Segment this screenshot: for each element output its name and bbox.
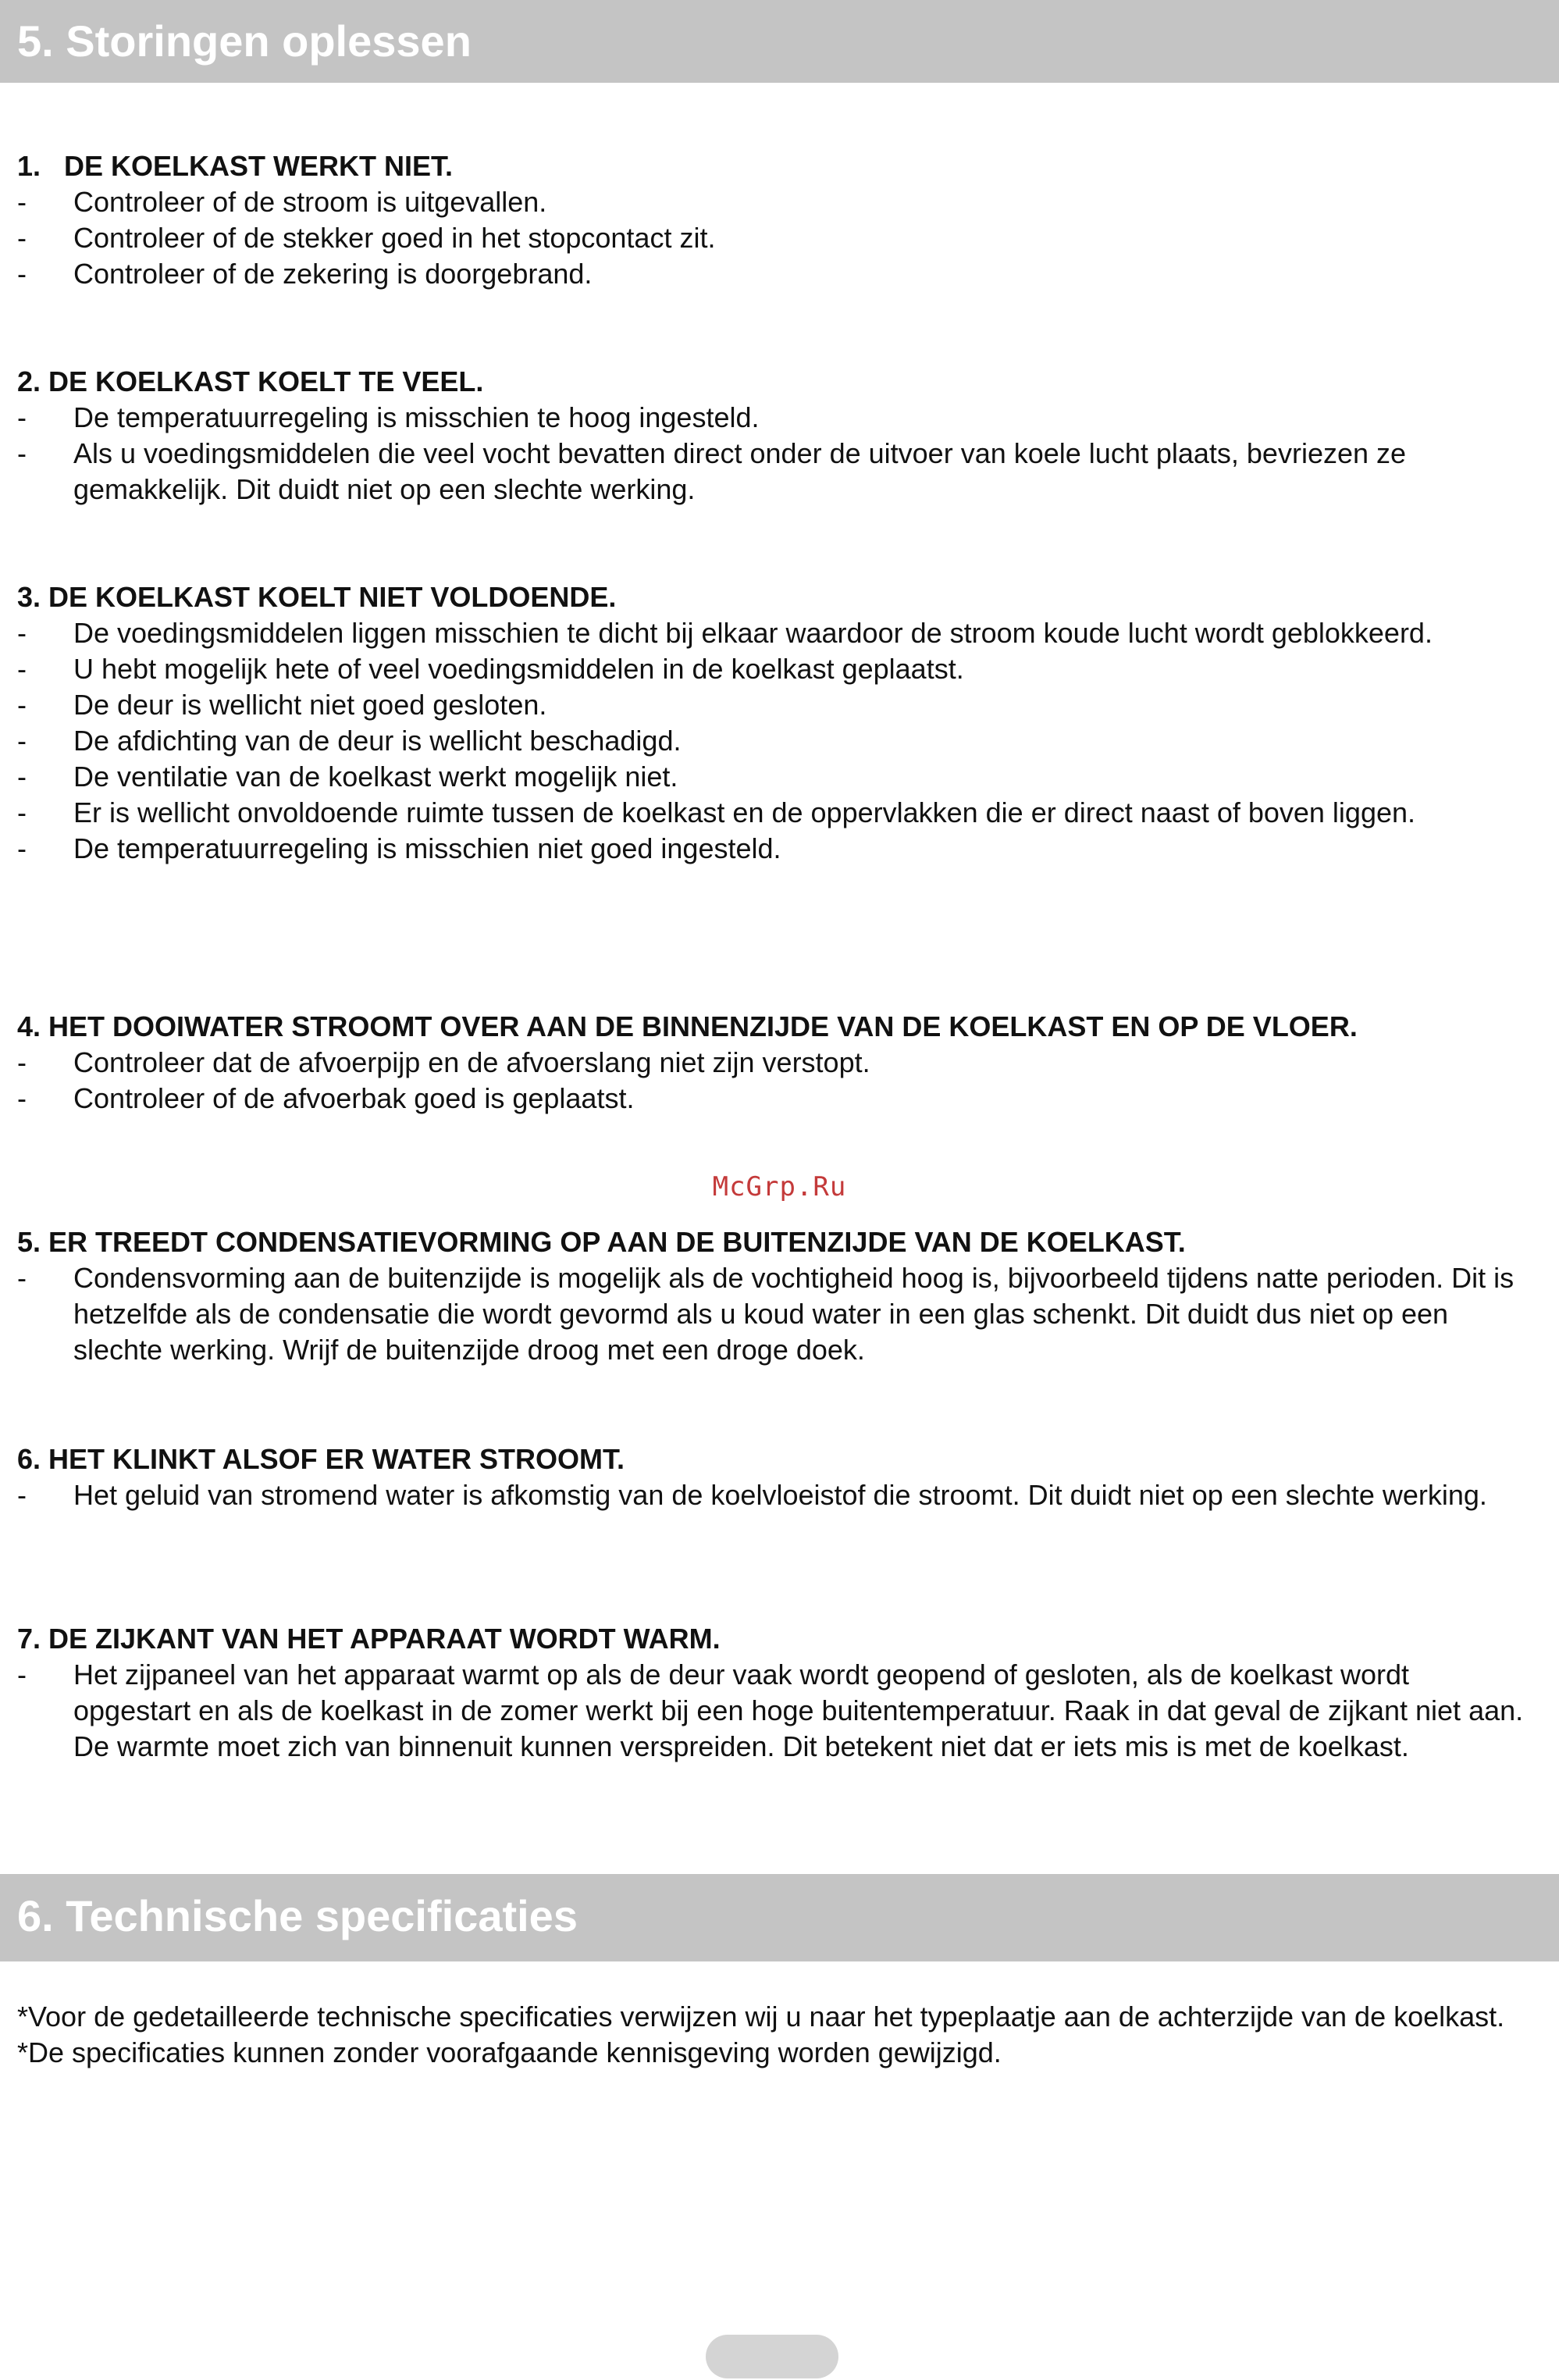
list-item: - Controleer dat de afvoerpijp en de afvoerslang niet zijn verstopt.	[17, 1046, 870, 1078]
list-item: - De deur is wellicht niet goed gesloten.	[17, 689, 547, 721]
list-item: - Controleer of de stekker goed in het stopcontact zit.	[17, 222, 716, 254]
list-item: - De temperatuurregeling is misschien niet goed ingesteld.	[17, 832, 781, 864]
list-item: - De temperatuurregeling is misschien te hoog ingesteld.	[17, 401, 760, 433]
section-5-title: 5. Storingen oplessen	[17, 16, 472, 66]
list-item: - Het geluid van stromend water is afkomstig van de koelvloeistof die stroomt. Dit duidt niet op een slechte werking.	[17, 1479, 1487, 1511]
problem-heading: 2. DE KOELKAST KOELT TE VEEL.	[17, 365, 484, 397]
problem-6	[17, 1441, 1528, 1513]
list-item: - Controleer of de stroom is uitgevallen.	[17, 186, 547, 218]
problem-7	[17, 1621, 1528, 1765]
problem-1	[17, 148, 1528, 292]
list-item: - Controleer of de zekering is doorgebrand.	[17, 258, 593, 290]
list-item: - De voedingsmiddelen liggen misschien te dicht bij elkaar waardoor de stroom koude lucht wordt geblokkeerd.	[17, 617, 1433, 649]
problem-3	[17, 579, 1528, 867]
problem-heading: 4. HET DOOIWATER STROOMT OVER AAN DE BINNENZIJDE VAN DE KOELKAST EN OP DE VLOER.	[17, 1010, 1358, 1042]
list-item: - Controleer of de afvoerbak goed is geplaatst.	[17, 1082, 635, 1114]
section-5-header	[0, 0, 1559, 83]
page-number-badge	[706, 2335, 838, 2378]
list-item: - Als u voedingsmiddelen die veel vocht bevatten direct onder de uitvoer van koele lucht plaats, bevriezen ze gemakkelijk. Dit duidt niet op een slechte werking.	[17, 437, 1407, 505]
list-item: - De ventilatie van de koelkast werkt mogelijk niet.	[17, 761, 678, 793]
problem-heading: 5. ER TREEDT CONDENSATIEVORMING OP AAN DE BUITENZIJDE VAN DE KOELKAST.	[17, 1226, 1186, 1258]
spec-note: *De specificaties kunnen zonder voorafgaande kennisgeving worden gewijzigd.	[17, 2036, 1002, 2068]
problem-heading: 3. DE KOELKAST KOELT NIET VOLDOENDE.	[17, 581, 617, 613]
watermark: McGrp.Ru	[712, 1171, 847, 1202]
section-6-header	[0, 1874, 1559, 1961]
problem-4	[17, 1009, 1528, 1117]
list-item: - U hebt mogelijk hete of veel voedingsmiddelen in de koelkast geplaatst.	[17, 653, 964, 685]
problem-heading: 1. DE KOELKAST WERKT NIET.	[17, 150, 454, 182]
problem-heading: 6. HET KLINKT ALSOF ER WATER STROOMT.	[17, 1443, 625, 1475]
spec-note: *Voor de gedetailleerde technische specificaties verwijzen wij u naar het typeplaatje aan de achterzijde van de koelkast.	[17, 2001, 1505, 2033]
spec-notes	[17, 1999, 1528, 2071]
problem-5	[17, 1224, 1528, 1368]
problem-2	[17, 364, 1528, 508]
problem-heading: 7. DE ZIJKANT VAN HET APPARAAT WORDT WARM.	[17, 1623, 721, 1655]
section-6-title: 6. Technische specificaties	[17, 1891, 578, 1940]
list-item: - Condensvorming aan de buitenzijde is mogelijk als de vochtigheid hoog is, bijvoorbeeld tijdens natte perioden. Dit is hetzelfde als de condensatie die wordt gevormd als u koud water in een glas schenkt. Dit duidt dus niet op een slechte werking. Wrijf de buitenzijde droog met een droge doek.	[17, 1262, 1515, 1366]
list-item: - Het zijpaneel van het apparaat warmt op als de deur vaak wordt geopend of gesloten, als de koelkast wordt opgestart en als de koelkast in de zomer werkt bij een hoge buitentemperatuur. Raak in dat geval de zijkant niet aan. De warmte moet zich van binnenuit kunnen verspreiden. Dit betekent niet dat er iets mis is met de koelkast.	[17, 1659, 1524, 1762]
list-item: - Er is wellicht onvoldoende ruimte tussen de koelkast en de oppervlakken die er direct naast of boven liggen.	[17, 796, 1416, 828]
list-item: - De afdichting van de deur is wellicht beschadigd.	[17, 725, 682, 757]
